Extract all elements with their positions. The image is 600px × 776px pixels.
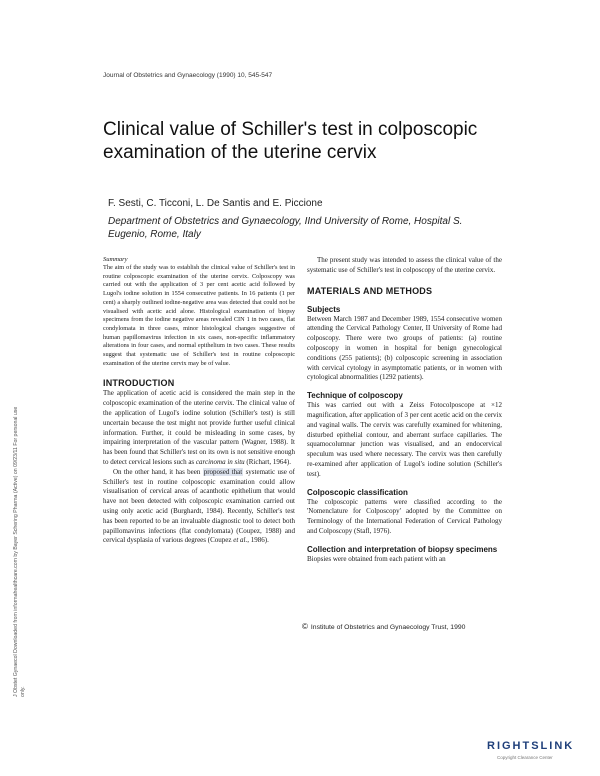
- affiliation: Department of Obstetrics and Gynaecology, IInd University of Rome, Hospital S. Eugenio, Rome, Italy: [108, 216, 463, 240]
- highlighted-text: proposed that: [203, 467, 243, 476]
- journal-citation: Journal of Obstetrics and Gynaecology (1990) 10, 545-547: [103, 72, 273, 79]
- intro2-text-c: , 1986).: [247, 536, 269, 545]
- right-column: [307, 256, 502, 565]
- technique-text: This was carried out with a Zeiss Fotocolposcope at ×12 magnification, after application of 3 per cent acetic acid on the cervix and vaginal walls. The cervix was carefully examined for whitening, disturbed epithelial contour, and aberrant surface capillaries. The squamocolumnar junction was visualised, and an endocervical speculum was used where necessary. The cervix was then carefully re-examined after application of Lugol's iodine solution (Schiller's test).: [307, 401, 502, 478]
- technique-heading: Technique of colposcopy: [307, 391, 403, 401]
- collection-heading: Collection and interpretation of biopsy specimens: [307, 544, 498, 554]
- copyright-notice: [302, 622, 465, 631]
- intro2-text-b: systematic use of Schiller's test in routine colposcopic examination could allow visualisation of cervical areas of acanthotic epithelium that would have not been detected with colposcopic examination carried out using only acetic acid (Burghardt, 1984). Recently, Schiller's test has been reported to be an invaluable diagnostic tool to detect both papillomavirus infections (flat condylomata) (Coupez, 1988) and cervical dysplasia of various degrees (Coupez: [103, 467, 295, 545]
- authors: F. Sesti, C. Ticconi, L. De Santis and E. Piccione: [108, 198, 323, 209]
- intro2-italic: et al.: [233, 536, 248, 545]
- article-title: Clinical value of Schiller's test in colposcopic examination of the uterine cervix: [103, 119, 478, 163]
- intro-text-b: (Richart, 1964).: [244, 458, 291, 467]
- classification-text: The colposcopic patterns were classified according to the 'Nomenclature for Colposcopy' adopted by the Committee on Terminology of the International Federation of Cervical Pathology and Colposcopy (Stafl, 1976).: [307, 497, 502, 535]
- introduction-paragraph-2: [103, 468, 295, 546]
- intro2-text-a: On the other hand, it has been: [113, 467, 203, 476]
- intro-italic: carcinoma in situ: [195, 458, 245, 467]
- summary-text: The aim of the study was to establish the clinical value of Schiller's test in routine colposcopic examination of the uterine cervix. Colposcopy was carried out with the application of 3 per cent acetic acid followed by Lugol's iodine solution in 1554 consecutive patients. In 16 patients (1 per cent) a sharply outlined iodine-negative area was detected that could not be visualised with acetic acid alone. Histological examination of biopsy specimens from the iodine negative areas revealed CIN 1 in two cases, flat condylomata in three cases, minor histological changes suggestive of human papillomavirus infection in six cases, non-specific inflammatory alterations in four cases, and normal epithelium in two cases. These results suggest that systematic use of Schiller's test in routine colposcopic examination of the uterine cervix may be of value.: [103, 264, 295, 367]
- copyright-icon: ©: [302, 622, 308, 631]
- collection-text: Biopsies were obtained from each patient with an: [307, 554, 446, 563]
- materials-heading: MATERIALS AND METHODS: [307, 285, 433, 296]
- introduction-paragraph-1: [103, 389, 295, 467]
- left-column: [103, 256, 295, 546]
- intro-text-a: The application of acetic acid is considered the main step in the colposcopic examination of the uterine cervix. The clinical value of the application of Lugol's iodine solution (Schiller's test) is still uncertain because the test might not provide further useful clinical information. Further, it could be misleading in some cases, by impairing interpretation of the vascular pattern (Wagner, 1988). It has been found that Schiller's test on its own is not sensitive enough to detect cervical lesions such as: [103, 389, 295, 467]
- copyright-text: Institute of Obstetrics and Gynaecology Trust, 1990: [310, 624, 466, 631]
- right-intro-paragraph: The present study was intended to assess the clinical value of the systematic use of Schiller's test in colposcopy of the uterine cervix.: [307, 256, 502, 274]
- rightslink-logo[interactable]: RIGHTSLINK: [487, 740, 575, 752]
- subjects-text: Between March 1987 and December 1989, 1554 consecutive women attending the Cervical Pathology Center, II University of Rome had colposcopy. There were two groups of patients: (a) routine colposcopy in women in hospital for benign gynecological conditions (255 patients); (b) colposcopic screening in association with cervical cytology in asymptomatic patients, or in women with cytological abnormalities (1292 patients).: [307, 314, 502, 382]
- summary-heading: Summary: [103, 256, 128, 263]
- classification-heading: Colposcopic classification: [307, 487, 408, 497]
- download-watermark: J Obstet Gynaecol Downloaded from informahealthcare.com by Bayer Schering Pharma (Active) on 09/23/11 For personal use only.: [13, 406, 26, 697]
- introduction-heading: INTRODUCTION: [103, 378, 175, 389]
- rightslink-subtitle: Copyright Clearance Center: [497, 755, 553, 760]
- subjects-heading: Subjects: [307, 304, 341, 314]
